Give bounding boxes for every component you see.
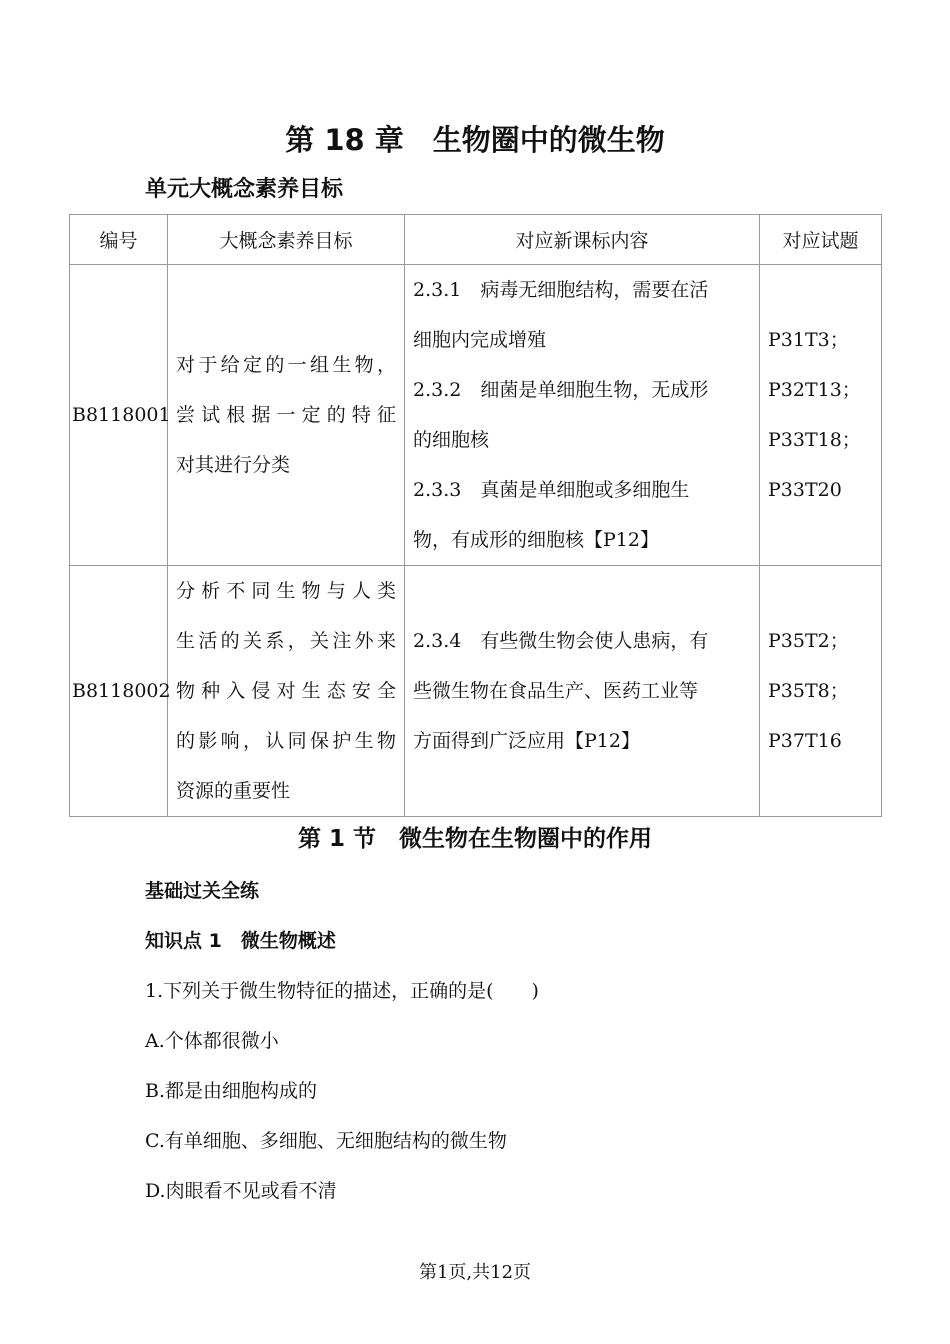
goal-line: 生活的关系，关注外来: [176, 630, 396, 652]
goal-line: 分析不同生物与人类: [176, 580, 396, 602]
goal-line: 的影响，认同保护生物: [176, 730, 396, 752]
row-goal: [168, 265, 405, 566]
table-row: [70, 566, 882, 817]
row-content: [405, 566, 760, 817]
option-c: C.有单细胞、多细胞、无细胞结构的微生物: [145, 1130, 507, 1152]
content-line: 的细胞核: [413, 429, 490, 451]
row-content: [405, 265, 760, 566]
header-goal: 大概念素养目标: [168, 215, 405, 265]
test-ref: P33T18；: [768, 429, 861, 451]
test-ref: P33T20: [768, 479, 842, 501]
content-line: 些微生物在食品生产、医药工业等: [413, 680, 699, 702]
content-line: 2.3.2 细菌是单细胞生物，无成形: [413, 379, 709, 401]
goal-line: 资源的重要性: [176, 780, 291, 802]
content-line: 方面得到广泛应用【P12】: [413, 730, 640, 752]
option-a: A.个体都很微小: [145, 1030, 279, 1052]
content-line: 2.3.1 病毒无细胞结构，需要在活: [413, 279, 709, 301]
option-b: B.都是由细胞构成的: [145, 1080, 318, 1102]
content-line: 物，有成形的细胞核【P12】: [413, 529, 659, 551]
section-title: 第 1 节 微生物在生物圈中的作用: [297, 826, 653, 852]
test-ref: P32T13；: [768, 379, 861, 401]
goal-line: 对其进行分类: [176, 454, 291, 476]
table-row: [70, 265, 882, 566]
row-tests: [760, 265, 882, 566]
question-stem: 1.下列关于微生物特征的描述，正确的是( ): [145, 980, 539, 1002]
header-code: 编号: [70, 215, 168, 265]
header-tests: 对应试题: [760, 215, 882, 265]
row-code: B8118001: [70, 265, 168, 566]
test-ref: P37T16: [768, 730, 842, 752]
practice-heading: 基础过关全练: [145, 880, 260, 902]
row-tests: [760, 566, 882, 817]
goals-table: [69, 214, 882, 817]
content-line: 2.3.3 真菌是单细胞或多细胞生: [413, 479, 690, 501]
row-code: B8118002: [70, 566, 168, 817]
goal-line: 物种入侵对生态安全: [176, 680, 396, 702]
table-header-row: [70, 215, 882, 265]
test-ref: P31T3；: [768, 329, 849, 351]
goal-line: 对于给定的一组生物，: [176, 354, 396, 376]
unit-heading: 单元大概念素养目标: [145, 177, 344, 202]
content-line: 2.3.4 有些微生物会使人患病，有: [413, 630, 709, 652]
option-d: D.肉眼看不见或看不清: [145, 1180, 337, 1202]
knowledge-point: 知识点 1 微生物概述: [145, 930, 336, 952]
goal-line: 尝试根据一定的特征: [176, 404, 396, 426]
page-footer: 第1页,共12页: [418, 1262, 532, 1283]
test-ref: P35T2；: [768, 630, 849, 652]
content-line: 细胞内完成增殖: [413, 329, 547, 351]
test-ref: P35T8；: [768, 680, 849, 702]
row-goal: [168, 566, 405, 817]
chapter-title: 第 18 章 生物圈中的微生物: [285, 123, 665, 157]
header-content: 对应新课标内容: [405, 215, 760, 265]
